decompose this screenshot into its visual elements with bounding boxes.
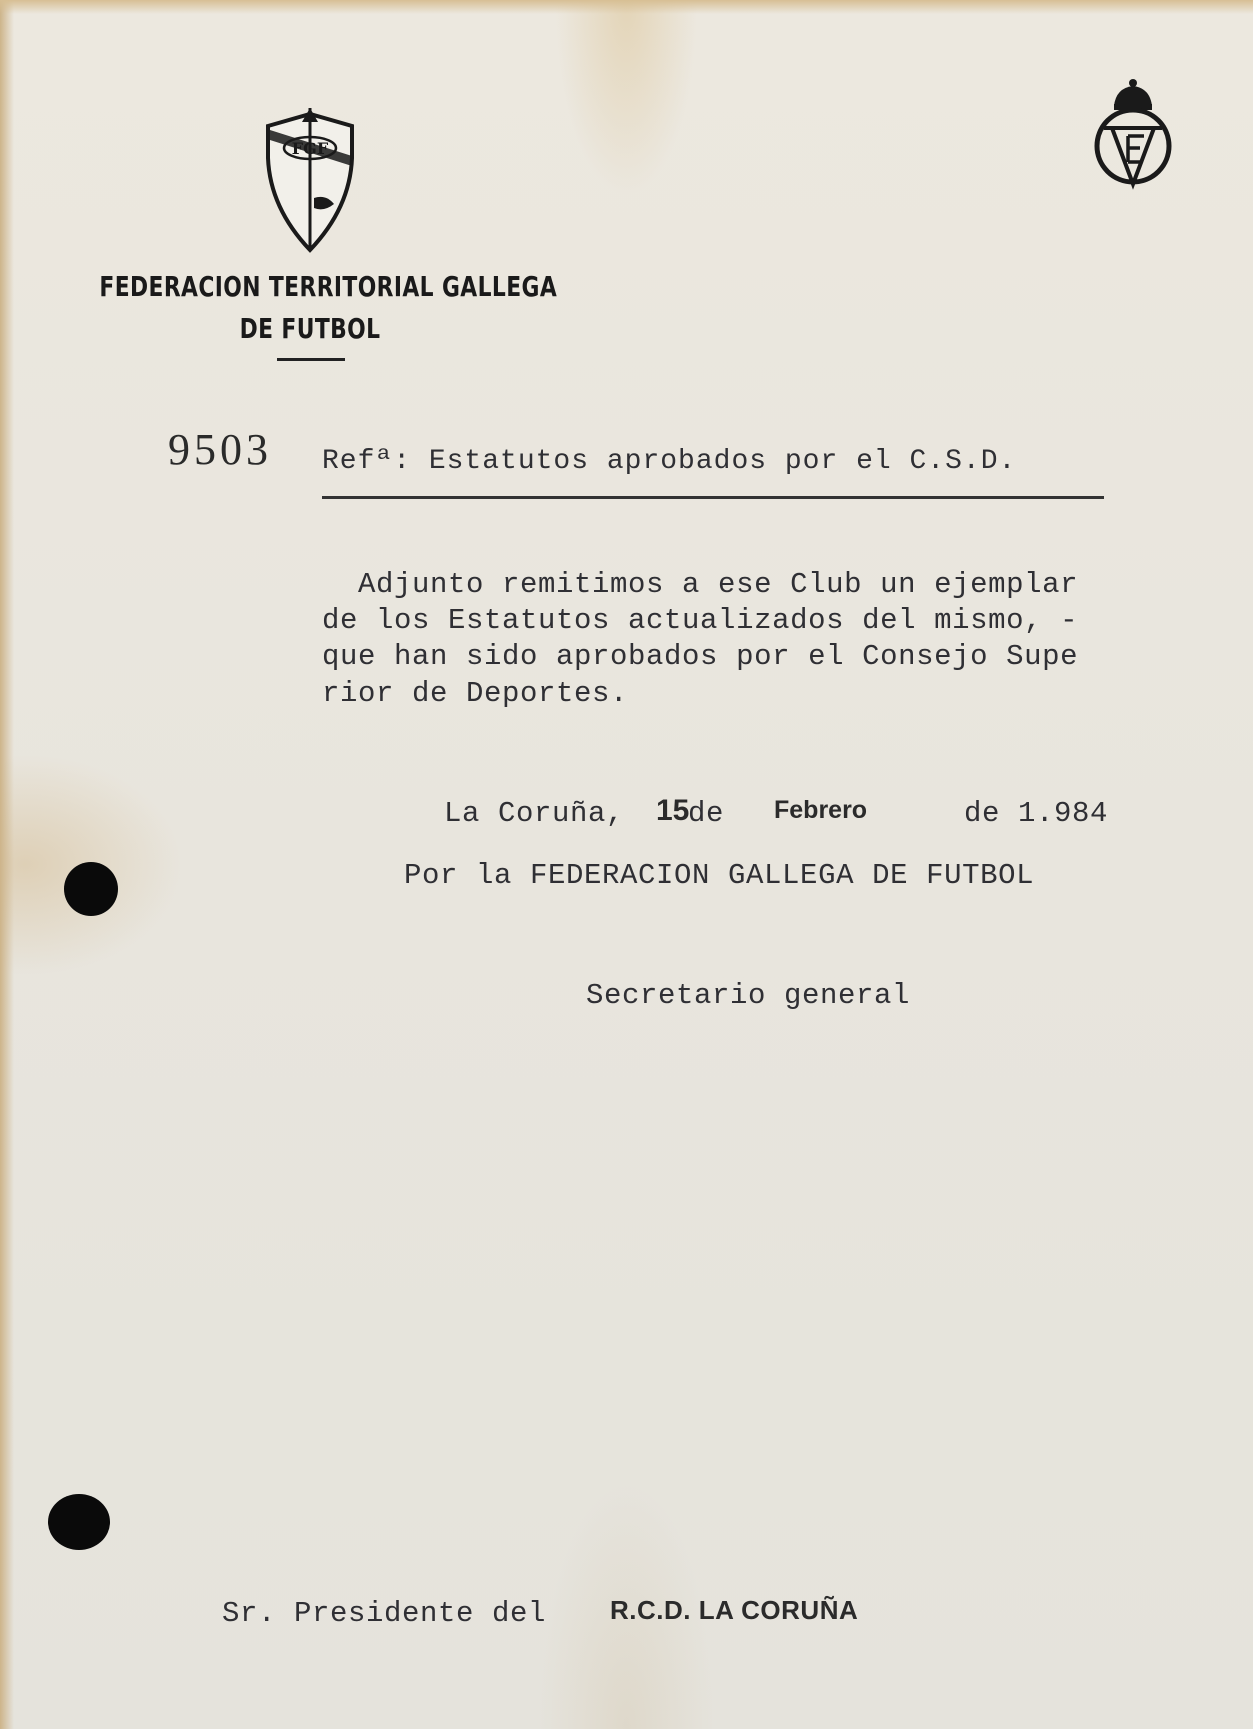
header-underline <box>277 358 345 361</box>
signature-on-behalf: Por la FEDERACION GALLEGA DE FUTBOL <box>404 859 1035 892</box>
body-line-3: que han sido aprobados por el Consejo Supe <box>322 640 1079 673</box>
dateline-day-stamp: 15 <box>656 794 690 827</box>
dateline-de: de <box>688 797 725 830</box>
reference-subject: Refª: Estatutos aprobados por el C.S.D. <box>322 446 1017 477</box>
svg-text:FGF: FGF <box>291 139 329 158</box>
signature-title: Secretario general <box>586 979 911 1012</box>
reference-underline <box>322 496 1104 499</box>
addressee-club-stamp: R.C.D. LA CORUÑA <box>610 1595 859 1625</box>
paper-edge-top <box>0 0 1253 14</box>
federation-name-line1: FEDERACION TERRITORIAL GALLEGA <box>99 270 558 303</box>
body-line-1: Adjunto remitimos a ese Club un ejemplar <box>322 568 1079 601</box>
dateline-month-stamp: Febrero <box>774 796 868 824</box>
punch-hole-lower <box>48 1494 110 1550</box>
punch-hole-upper <box>64 862 118 916</box>
reference-number: 9503 <box>168 425 272 474</box>
paper-edge-left <box>0 0 14 1729</box>
dateline-place: La Coruña, <box>444 797 625 830</box>
federation-name-line2: DE FUTBOL <box>239 312 381 345</box>
royal-spanish-football-federation-crown-emblem-icon <box>1092 78 1174 190</box>
addressee-prefix: Sr. Presidente del <box>222 1597 547 1630</box>
galician-football-federation-shield-icon <box>262 108 358 254</box>
body-line-2: de los Estatutos actualizados del mismo, - <box>322 604 1079 637</box>
dateline-year: de 1.984 <box>964 797 1109 830</box>
body-line-4: rior de Deportes. <box>322 677 629 710</box>
